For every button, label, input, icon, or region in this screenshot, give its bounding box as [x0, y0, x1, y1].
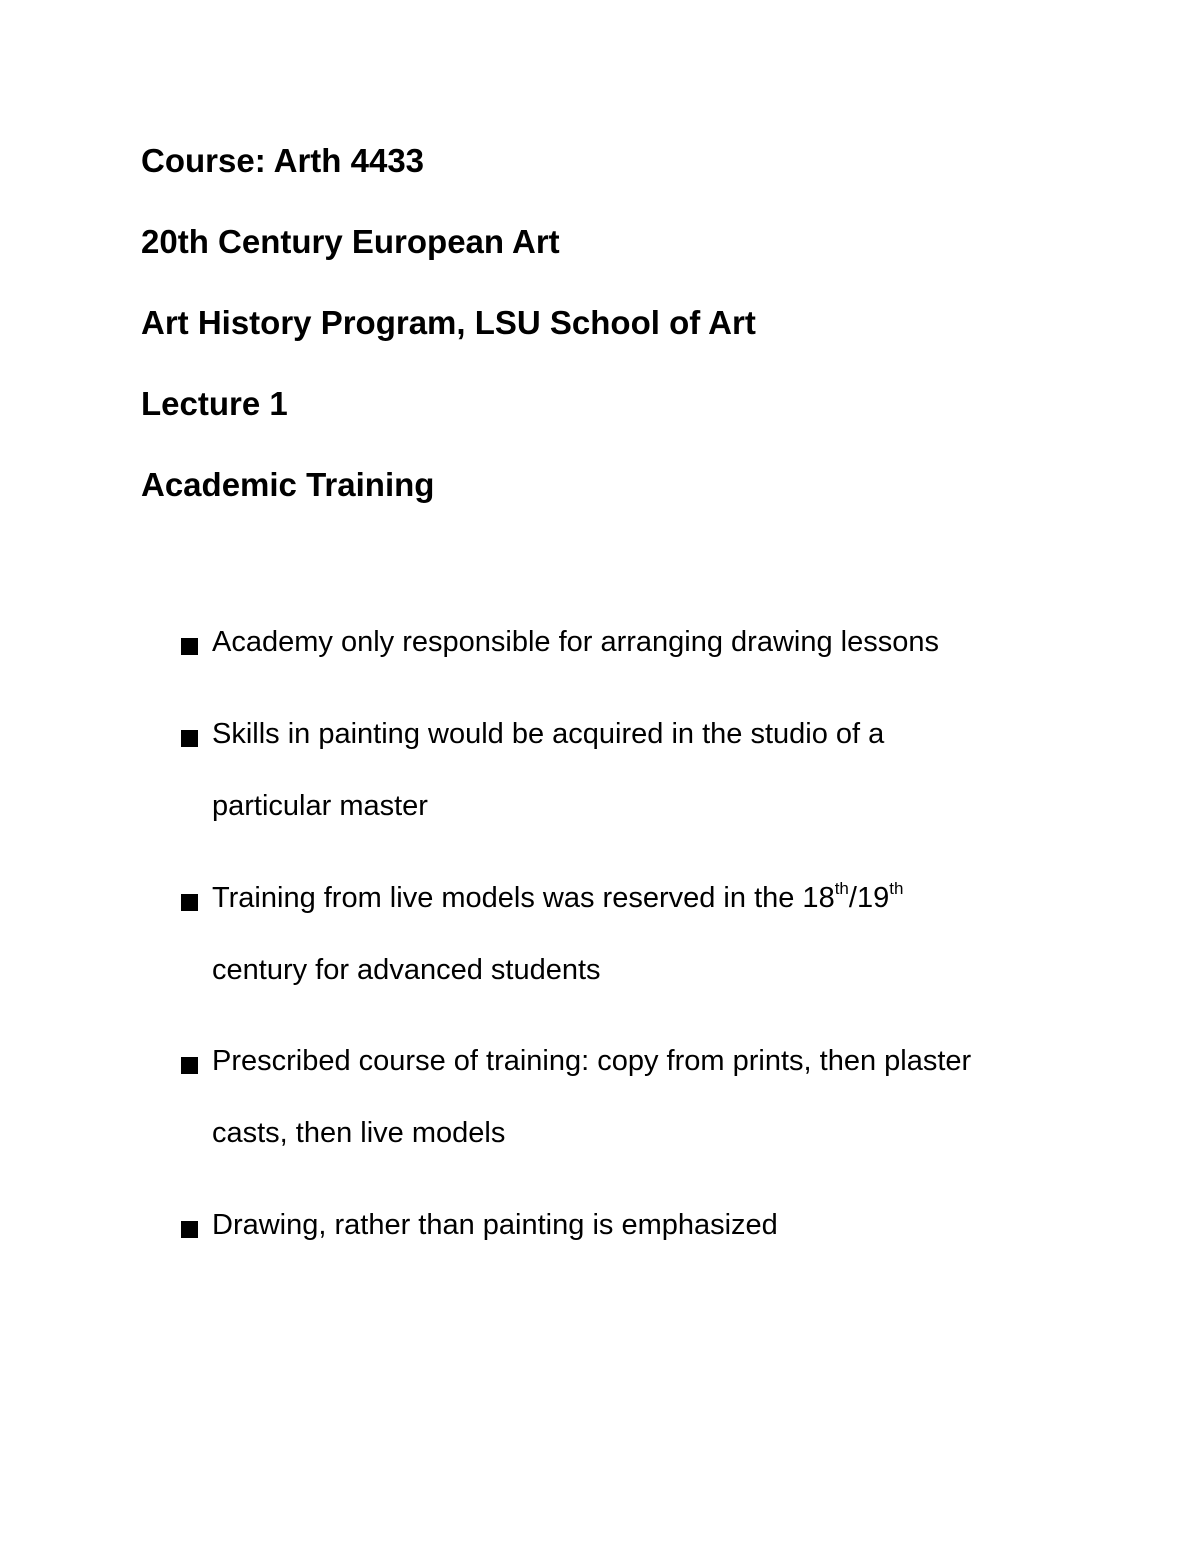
black-square-icon [181, 1057, 198, 1074]
list-item-text: Drawing, rather than painting is emphasized [212, 1209, 778, 1241]
list-item-text-part: Training from live models was reserved in the 18 [212, 882, 835, 914]
program-heading: Art History Program, LSU School of Art [141, 304, 756, 341]
black-square-icon [181, 894, 198, 911]
list-item-text-continued: century for advanced students [212, 954, 601, 986]
course-heading: Course: Arth 4433 [141, 142, 425, 179]
course-title-heading: 20th Century European Art [141, 223, 560, 260]
superscript: th [834, 879, 849, 898]
topic-heading: Academic Training [141, 466, 435, 503]
list-item-text: Prescribed course of training: copy from prints, then plaster [212, 1045, 972, 1077]
list-item-text-part: /19 [848, 882, 890, 914]
black-square-icon [181, 638, 198, 655]
superscript: th [889, 879, 904, 898]
list-item-text [212, 880, 903, 916]
list-item-text: Skills in painting would be acquired in the studio of a [212, 718, 885, 750]
black-square-icon [181, 1221, 198, 1238]
black-square-icon [181, 730, 198, 747]
lecture-heading: Lecture 1 [141, 385, 288, 422]
list-item-text: Academy only responsible for arranging drawing lessons [212, 626, 939, 658]
list-item-text-continued: casts, then live models [212, 1117, 506, 1149]
list-item-text-continued: particular master [212, 790, 428, 822]
